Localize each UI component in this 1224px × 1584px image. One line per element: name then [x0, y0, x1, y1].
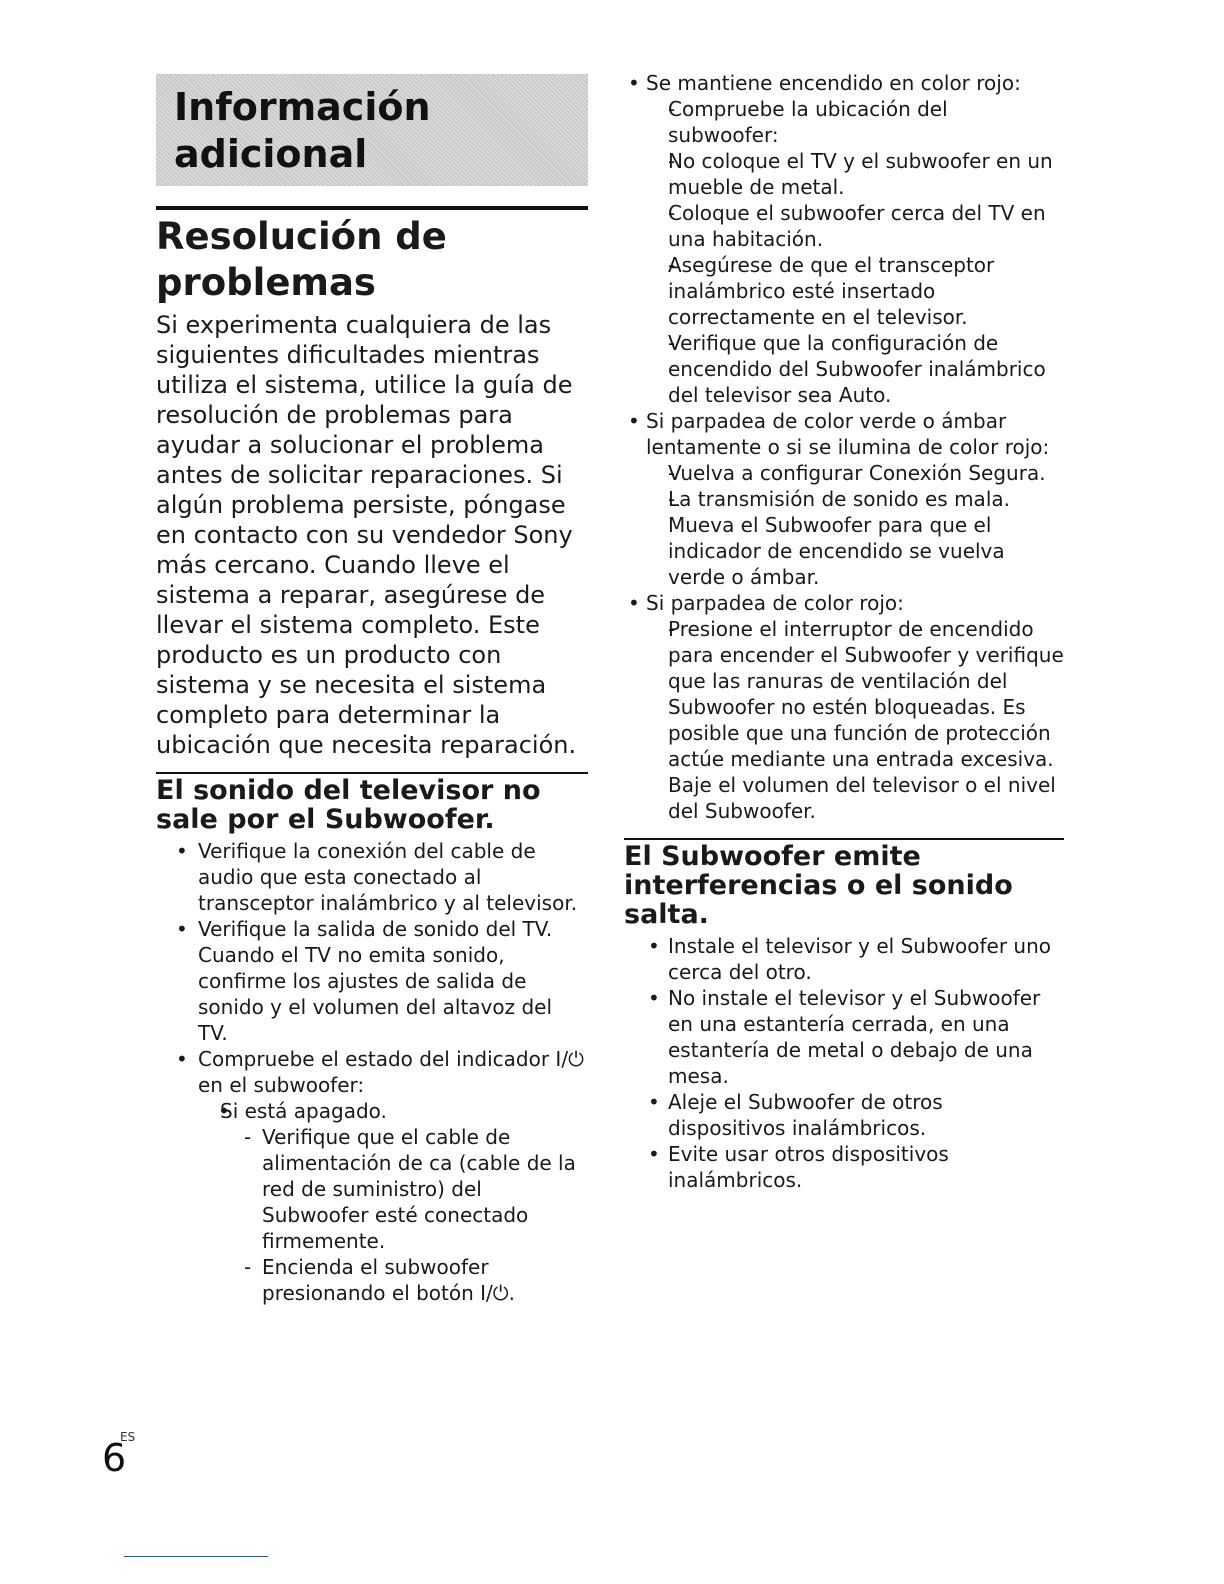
- list-item: [624, 408, 1064, 590]
- section1-rule: [156, 772, 588, 774]
- list-item: • Evite usar otros dispositivos inalámbricos.: [624, 1141, 1064, 1193]
- page-title-line1: Resolución de: [156, 215, 447, 258]
- state-off-text: Si está apagado.: [220, 1099, 387, 1123]
- intro-paragraph: Si experimenta cualquiera de las siguientes dificultades mientras utiliza el sistema, utilice la guía de resolución de problemas para ayudar a solucionar el problema antes de solicitar reparaciones. Si algún problema persiste, póngase en contacto con su vendedor Sony más cercano. Cuando lleve el sistema a reparar, asegúrese de llevar el sistema completo. Este producto es un producto con sistema y se necesita el sistema completo para determinar la ubicación que necesita reparación.: [156, 311, 577, 759]
- list-item: - Presione el interruptor de encendido para encender el Subwoofer y verifique que las ranuras de ventilación del Subwoofer no estén bloqueadas. Es posible que una función de protección actúe mediante una entrada excesiva. Baje el volumen del televisor o el nivel del Subwoofer.: [646, 616, 1064, 824]
- list-item: - Verifique que la configuración de encendido del Subwoofer inalámbrico del televisor sea Auto.: [646, 330, 1064, 408]
- list-item: - Coloque el subwoofer cerca del TV en una habitación.: [646, 200, 1064, 252]
- list-item: • Verifique la conexión del cable de audio que esta conectado al transceptor inalámbrico y al televisor.: [156, 838, 588, 916]
- list-item: • Verifique la salida de sonido del TV. Cuando el TV no emita sonido, confirme los ajustes de salida de sonido y el volumen del altavoz del TV.: [156, 916, 588, 1046]
- state-off-steps: [220, 1124, 588, 1306]
- language-code: ES: [120, 1430, 136, 1444]
- blink-red-steps: [646, 616, 1064, 824]
- list-item: - Encienda el subwoofer presionando el botón I/⏻.: [220, 1254, 588, 1306]
- section2-heading: El Subwoofer emite interferencias o el sonido salta.: [624, 841, 1013, 930]
- list-item: - Verifique que el cable de alimentación de ca (cable de la red de suministro) del Subwoofer esté conectado firmemente.: [220, 1124, 588, 1254]
- page-number: 6: [102, 1436, 127, 1480]
- list-item: - Compruebe la ubicación del subwoofer:: [646, 96, 1064, 148]
- left-column: [156, 74, 588, 1306]
- blink-red-text: Si parpadea de color rojo:: [646, 591, 904, 615]
- list-item: - No coloque el TV y el subwoofer en un mueble de metal.: [646, 148, 1064, 200]
- right-column: [624, 70, 1064, 1193]
- list-item: • Instale el televisor y el Subwoofer uno cerca del otro.: [624, 933, 1064, 985]
- indicator-states: [198, 1098, 588, 1306]
- blink-green-amber-text: Si parpadea de color verde o ámbar lentamente o si se ilumina de color rojo:: [646, 409, 1050, 459]
- section2-list: [624, 933, 1064, 1193]
- section1-list: [156, 838, 588, 1306]
- section-banner: [156, 74, 588, 186]
- page-title: [156, 214, 588, 306]
- list-item: [624, 70, 1064, 408]
- list-item: - Asegúrese de que el transceptor inalámbrico esté insertado correctamente en el televisor.: [646, 252, 1064, 330]
- indicator-check-text: Compruebe el estado del indicador I/⏻ en el subwoofer:: [198, 1047, 584, 1097]
- list-item: [624, 590, 1064, 824]
- section1-list-continued: [624, 70, 1064, 824]
- footer-rule: [124, 1556, 268, 1557]
- list-item: • Aleje el Subwoofer de otros dispositivos inalámbricos.: [624, 1089, 1064, 1141]
- title-rule: [156, 206, 588, 210]
- banner-line1: Información: [174, 85, 431, 129]
- section2-rule: [624, 838, 1064, 840]
- list-item: - Vuelva a configurar Conexión Segura.: [646, 460, 1064, 486]
- section1-heading: El sonido del televisor no sale por el Subwoofer.: [156, 775, 541, 835]
- blink-green-amber-steps: [646, 460, 1064, 590]
- banner-line2: adicional: [174, 132, 368, 176]
- list-item: - La transmisión de sonido es mala. Mueva el Subwoofer para que el indicador de encendido se vuelva verde o ámbar.: [646, 486, 1064, 590]
- page-title-line2: problemas: [156, 261, 376, 304]
- list-item: [198, 1098, 588, 1306]
- red-on-steps: [646, 96, 1064, 408]
- list-item: • No instale el televisor y el Subwoofer en una estantería cerrada, en una estantería de metal o debajo de una mesa.: [624, 985, 1064, 1089]
- red-on-text: Se mantiene encendido en color rojo:: [646, 71, 1021, 95]
- list-item: [156, 1046, 588, 1306]
